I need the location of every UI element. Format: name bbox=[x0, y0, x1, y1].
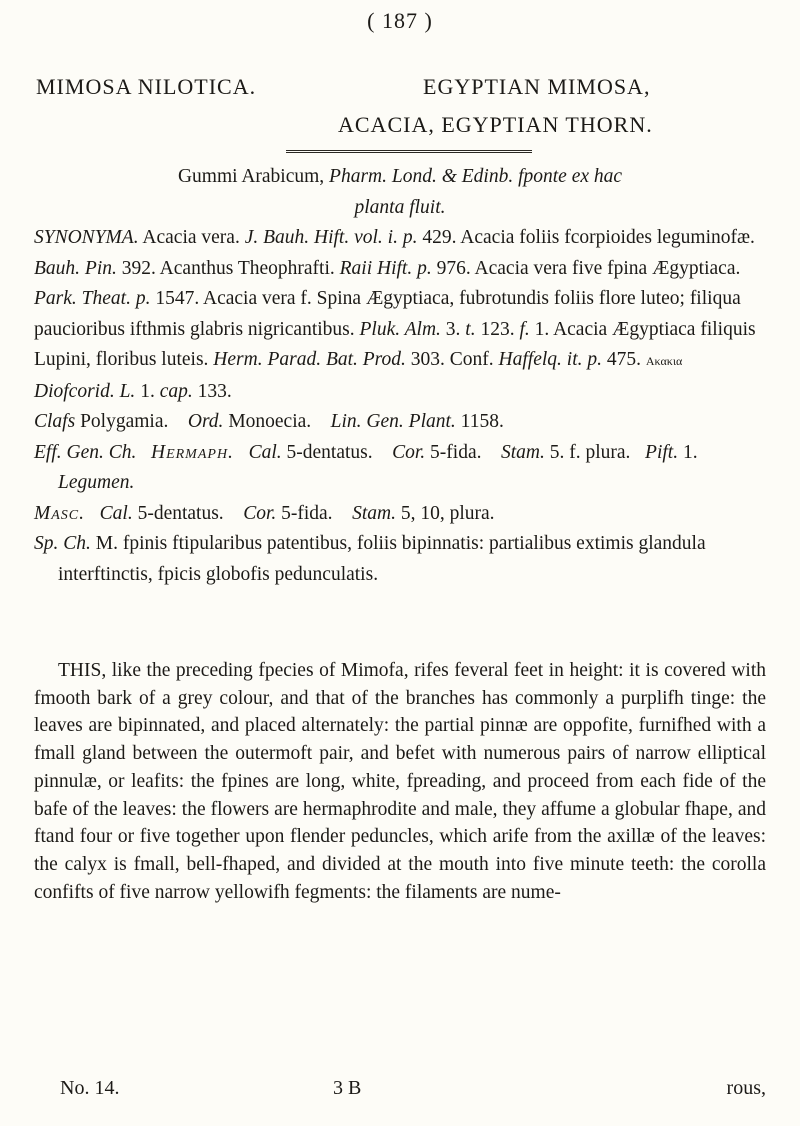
masc-calyx-value: 5-dentatus. bbox=[137, 502, 224, 524]
synonym-citation: Raii Hift. p. bbox=[339, 257, 432, 279]
male-flower-line bbox=[34, 499, 766, 530]
class-line bbox=[34, 407, 766, 438]
gummi-line-2: planta fluit. bbox=[354, 196, 446, 218]
synonym-text: 429. Acacia foliis fcorpioides leguminofæ. bbox=[422, 227, 755, 248]
synonymy-block bbox=[34, 162, 766, 590]
synonym-citation: cap. bbox=[159, 380, 193, 402]
specific-label: Sp. Ch. bbox=[34, 533, 91, 554]
specific-value: M. fpinis ftipularibus patentibus, foliis bipinnatis: partialibus extimis glandula interftinctis, fpicis globofis pedunculatis. bbox=[58, 533, 706, 585]
synonym-citation: J. Bauh. Hift. vol. i. p. bbox=[244, 227, 418, 248]
synonyma-paragraph bbox=[34, 223, 766, 407]
calyx-label: Cal. bbox=[248, 441, 282, 463]
pistil-label: Pift. bbox=[645, 441, 679, 463]
class-value: Polygamia. bbox=[80, 411, 169, 432]
signature-mark: 3 B bbox=[333, 1077, 362, 1099]
description-paragraph: THIS, like the preceding fpecies of Mimofa, rifes feveral feet in height: it is covered with fmooth bark of a grey colour, and that of the branches has commonly a purplifh tinge: the leaves are bipinnated, and placed alternately: the partial pinnæ are oppofite, furnifhed with a fmall gland between the outermoft pair, and befet with numerous pairs of narrow elliptical pinnulæ, or leafits: the fpines are long, white, fpreading, and proceed from each fide of the bafe of the leaves: the flowers are hermaphrodite and male, they affume a globular fhape, and ftand four or five together upon flender peduncles, which arife from the axillæ of the leaves: the calyx is fmall, bell-fhaped, and divided at the mouth into five minute teeth: the corolla confifts of five narrow yellowifh fegments: the filaments are nume- bbox=[34, 660, 766, 903]
catchword: rous, bbox=[726, 1077, 766, 1099]
essential-label: Eff. Gen. Ch. bbox=[34, 441, 137, 463]
stamen-value: 5. f. plura. bbox=[549, 441, 631, 463]
greek-word: Ακακια bbox=[645, 354, 683, 368]
pistil-value: 1. bbox=[682, 441, 698, 463]
synonym-text: 133. bbox=[197, 380, 232, 402]
synonym-citation: Pluk. Alm. bbox=[359, 318, 441, 340]
synonym-text: 392. Acanthus Theophrafti. bbox=[121, 257, 335, 279]
masc-label: Masc. bbox=[34, 502, 86, 524]
description-block bbox=[34, 657, 766, 906]
gummi-lead: Gummi Arabicum, bbox=[177, 166, 325, 187]
synonym-citation: Haffelq. it. p. bbox=[498, 349, 602, 370]
masc-stamen-label: Stam. bbox=[352, 502, 396, 524]
synonyma-heading: SYNONYMA. bbox=[34, 227, 139, 248]
corolla-label: Cor. bbox=[392, 441, 426, 463]
corolla-value: 5-fida. bbox=[430, 441, 482, 463]
specific-character-line bbox=[34, 529, 766, 590]
page-number: ( 187 ) bbox=[367, 8, 433, 33]
masc-calyx-label: Cal. bbox=[99, 502, 133, 524]
synonym-citation: t. bbox=[465, 318, 476, 340]
order-value: Monoecia. bbox=[228, 411, 312, 432]
synonym-citation: Herm. Parad. Bat. Prod. bbox=[213, 349, 406, 370]
synonym-citation: Diofcorid. L. bbox=[34, 380, 136, 402]
essential-character-line bbox=[34, 438, 766, 499]
legumen-label: Legumen. bbox=[58, 472, 135, 493]
title-rule bbox=[286, 150, 532, 153]
masc-corolla-value: 5-fida. bbox=[281, 502, 333, 524]
masc-stamen-value: 5, 10, plura. bbox=[400, 502, 495, 524]
stamen-label: Stam. bbox=[500, 441, 545, 463]
synonym-citation: Park. Theat. p. bbox=[34, 288, 151, 309]
latin-title: MIMOSA NILOTICA. bbox=[36, 74, 257, 99]
synonym-text: 1547. Acacia vera f. Spina Ægyptiaca, fubrotundis foliis flore luteo; filiqua paucioribus ifthmis glabris nigricantibus. bbox=[34, 288, 741, 340]
synonym-text: 123. bbox=[480, 318, 515, 340]
hermaph-label: Hermaph. bbox=[151, 441, 234, 463]
synonym-text: 303. Conf. bbox=[410, 349, 494, 370]
english-title-line-2: ACACIA, EGYPTIAN THORN. bbox=[338, 112, 653, 137]
linnaeus-ref: Lin. Gen. Plant. bbox=[330, 411, 456, 432]
english-title-line-1: EGYPTIAN MIMOSA, bbox=[423, 74, 651, 99]
synonym-citation: f. bbox=[519, 318, 530, 340]
masc-corolla-label: Cor. bbox=[243, 502, 277, 524]
synonym-text: 1. Acacia Ægyptiaca filiquis Lupini, floribus luteis. bbox=[34, 318, 756, 370]
order-label: Ord. bbox=[187, 411, 224, 432]
calyx-value: 5-dentatus. bbox=[286, 441, 373, 463]
synonym-text: 976. Acacia vera five fpina Ægyptiaca. bbox=[436, 257, 741, 279]
synonym-text: 475. bbox=[606, 349, 641, 370]
class-label: Clafs bbox=[34, 411, 76, 432]
synonym-text: 3. bbox=[445, 318, 461, 340]
number-mark: No. 14. bbox=[60, 1077, 120, 1099]
gummi-ref: Pharm. Lond. & Edinb. fponte ex hac bbox=[329, 166, 623, 187]
synonym-text: 1. bbox=[140, 380, 155, 402]
synonym-citation: Bauh. Pin. bbox=[34, 257, 117, 279]
linnaeus-number: 1158. bbox=[460, 411, 504, 432]
synonym-text: Acacia vera. bbox=[142, 227, 240, 248]
gummi-line bbox=[34, 162, 766, 193]
